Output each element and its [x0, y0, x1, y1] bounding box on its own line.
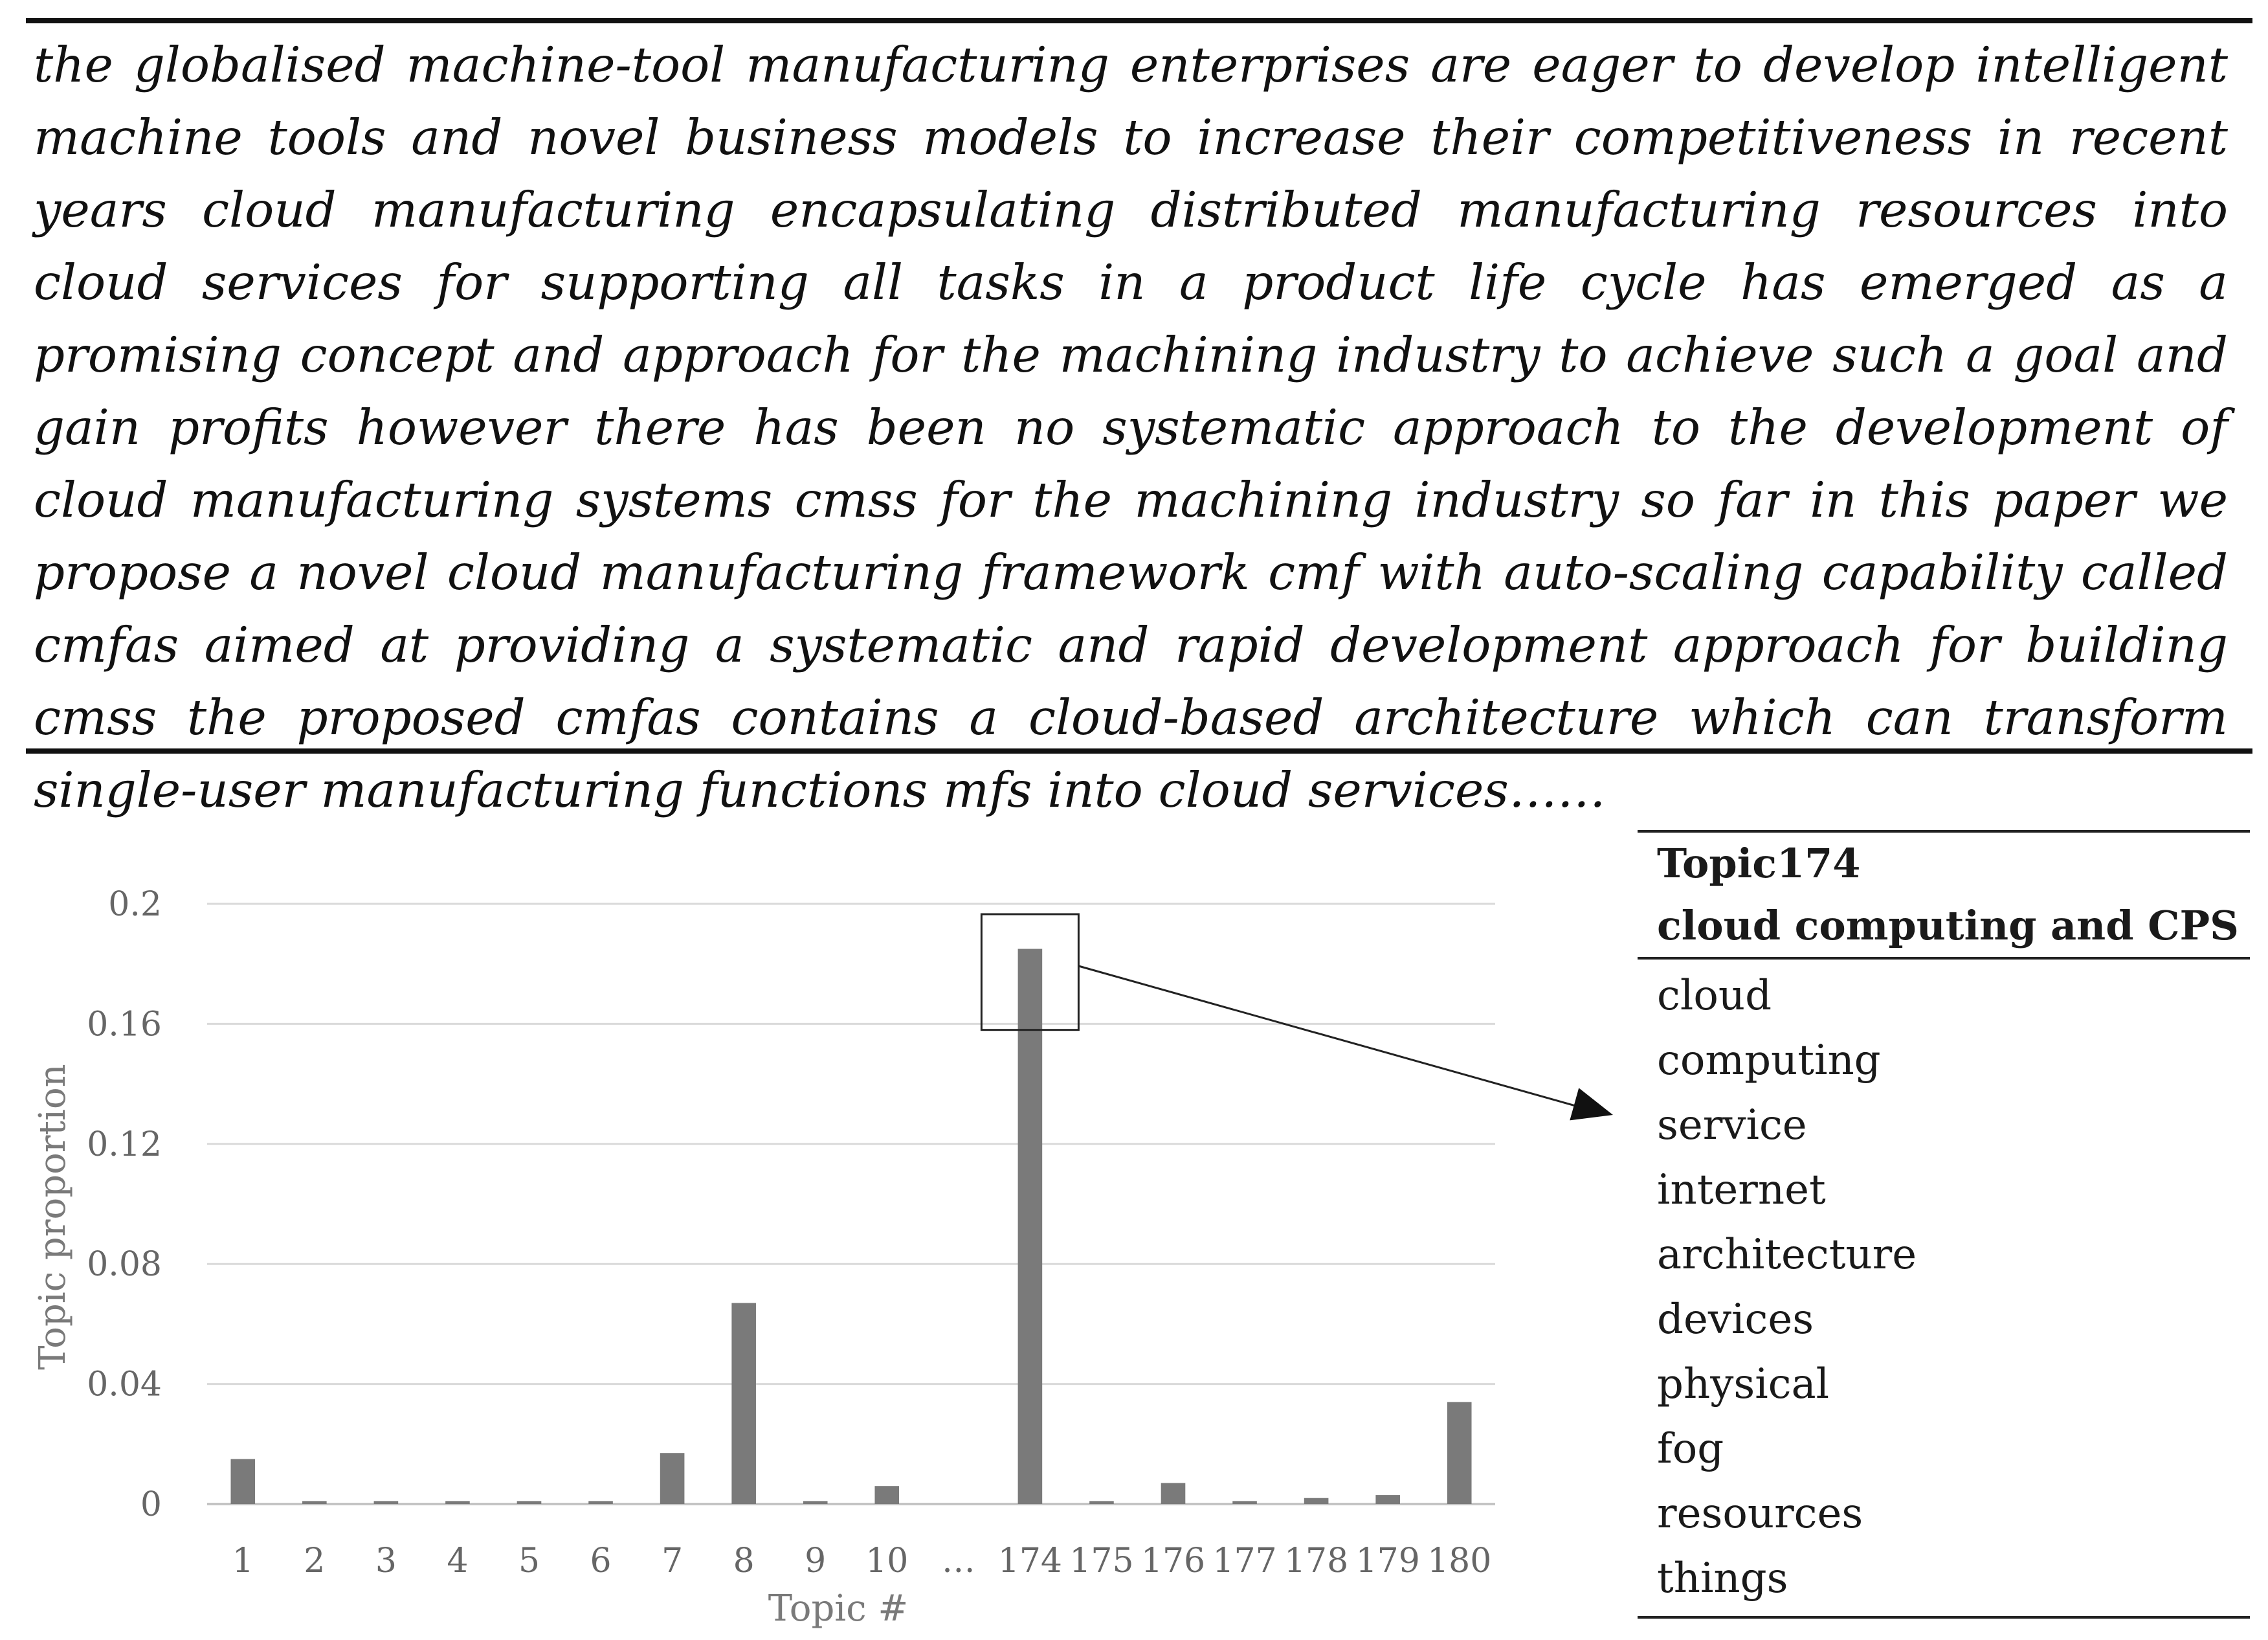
bar-topic-176 — [1161, 1483, 1186, 1504]
x-tick-label: 3 — [375, 1542, 397, 1580]
bar-topic-5 — [517, 1501, 542, 1504]
x-tick-label: 4 — [447, 1542, 469, 1580]
x-tick-label: 10 — [865, 1542, 909, 1580]
bar-topic-180 — [1447, 1402, 1472, 1504]
bar-topic-175 — [1089, 1501, 1114, 1504]
x-tick-label: 178 — [1284, 1542, 1349, 1580]
chart-bars — [230, 949, 1471, 1504]
callout-arrow-head — [1570, 1088, 1613, 1120]
x-tick-label: 179 — [1355, 1542, 1420, 1580]
x-axis-label: Topic # — [768, 1588, 909, 1630]
bar-topic-7 — [660, 1453, 685, 1504]
chart-tick-labels — [87, 885, 1491, 1580]
topic-word: resources — [1657, 1490, 1863, 1538]
topic-word: service — [1657, 1101, 1807, 1149]
y-tick-label: 0.16 — [87, 1005, 162, 1044]
x-tick-label: 175 — [1069, 1542, 1134, 1580]
y-tick-label: 0.04 — [87, 1365, 162, 1404]
topic-proportion-bar-chart — [0, 796, 1638, 1640]
topic-word-list — [1638, 960, 2250, 1616]
topic-word: architecture — [1657, 1231, 1917, 1279]
y-tick-label: 0.2 — [108, 885, 162, 924]
y-tick-label: 0 — [140, 1485, 162, 1524]
x-tick-label: 180 — [1427, 1542, 1492, 1580]
bar-topic-9 — [803, 1501, 828, 1504]
bar-topic-1 — [230, 1459, 255, 1504]
topic-word: internet — [1657, 1166, 1826, 1214]
x-tick-label: 6 — [590, 1542, 612, 1580]
topic-word: physical — [1657, 1360, 1830, 1408]
x-tick-label: 177 — [1212, 1542, 1277, 1580]
y-axis-label: Topic proportion — [32, 1064, 74, 1370]
topic-title: Topic174 — [1657, 840, 1861, 887]
x-tick-label: 176 — [1140, 1542, 1206, 1580]
chart-gridlines — [207, 904, 1495, 1504]
bar-topic-3 — [374, 1501, 399, 1504]
bar-topic-8 — [731, 1303, 756, 1504]
callout-arrow-line — [1078, 966, 1587, 1109]
bar-topic-179 — [1375, 1495, 1400, 1504]
topic-table — [1638, 830, 2250, 1619]
table-bottom-rule — [1638, 1616, 2250, 1619]
bar-topic-2 — [302, 1501, 327, 1504]
x-tick-label: 7 — [662, 1542, 684, 1580]
x-tick-label: 174 — [997, 1542, 1063, 1580]
topic-word: devices — [1657, 1296, 1814, 1343]
x-tick-label: 5 — [518, 1542, 540, 1580]
bar-topic-10 — [874, 1486, 899, 1504]
topic-word: things — [1657, 1555, 1788, 1602]
topic-word: computing — [1657, 1037, 1881, 1084]
y-tick-label: 0.12 — [87, 1125, 162, 1164]
topic-word: cloud — [1657, 972, 1772, 1020]
topic-subtitle: cloud computing and CPS — [1657, 902, 2239, 949]
bar-topic-178 — [1304, 1498, 1329, 1504]
x-tick-label: 9 — [805, 1542, 827, 1580]
x-tick-label: 8 — [733, 1542, 755, 1580]
y-tick-label: 0.08 — [87, 1245, 162, 1285]
bar-topic-177 — [1232, 1501, 1257, 1504]
x-tick-label: 2 — [304, 1542, 326, 1580]
abstract-text: the globalised machine-tool manufacturing enterprises are eager to develop intelligent machine tools and novel business models to increase their competitiveness in recent years cloud manufacturing encapsulating distributed manufacturing resources into cloud services for supporting all tasks in a product life cycle has emerged as a promising concept and approach for the machining industry to achieve such a goal and gain profits however there has been no systematic approach to the development of cloud manufacturing systems cmss for the machining industry so far in this paper we propose a novel cloud manufacturing framework cmf with auto-scaling capability called cmfas aimed at providing a systematic and rapid development approach for building cmss the proposed cmfas contains a cloud-based architecture which can transform single-user manufacturing functions mfs into cloud services…… — [34, 36, 2228, 818]
x-tick-label: … — [941, 1542, 975, 1580]
x-tick-label: 1 — [232, 1542, 254, 1580]
bar-topic-174 — [1018, 949, 1043, 1504]
topic-word: fog — [1657, 1425, 1724, 1473]
bar-topic-6 — [588, 1501, 613, 1504]
bar-topic-4 — [445, 1501, 470, 1504]
